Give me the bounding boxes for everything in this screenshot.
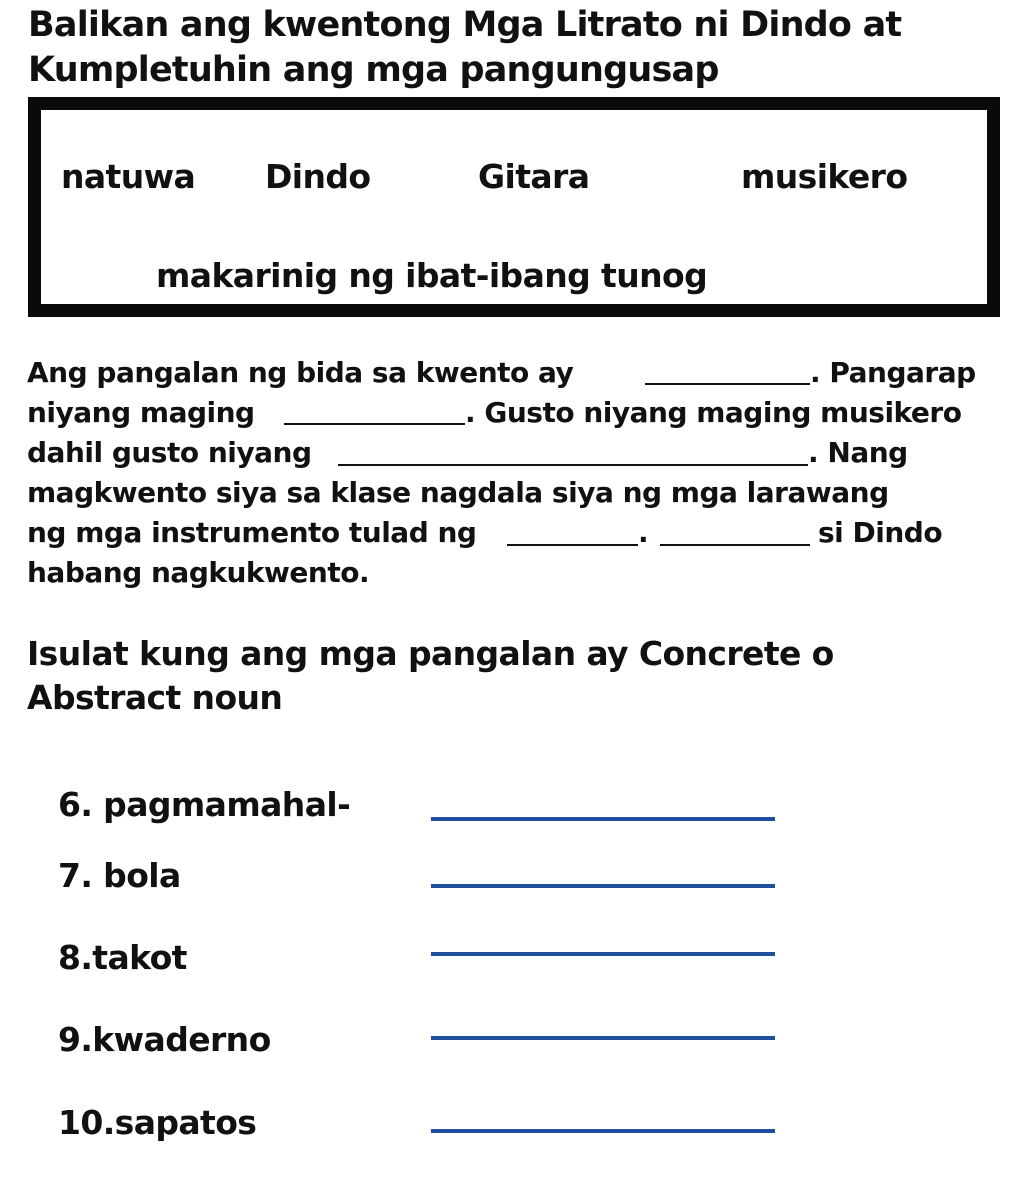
- paragraph-text: . Pangarap: [810, 356, 976, 389]
- word-bank-box: [28, 97, 1000, 317]
- paragraph-text: dahil gusto niyang: [27, 436, 312, 469]
- paragraph-text: .: [638, 516, 649, 549]
- paragraph-text: ng mga instrumento tulad ng: [27, 516, 477, 549]
- word-bank-item: makarinig ng ibat-ibang tunog: [156, 256, 708, 295]
- paragraph-text: habang nagkukwento.: [27, 556, 370, 589]
- fill-in-blank-5[interactable]: [660, 544, 810, 546]
- paragraph-text: . Nang: [808, 436, 908, 469]
- fill-in-blank-2[interactable]: [284, 423, 465, 425]
- paragraph-text: si Dindo: [818, 516, 943, 549]
- section-2-heading-line-1: Isulat kung ang mga pangalan ay Concrete o: [27, 634, 834, 673]
- paragraph-text: . Gusto niyang maging musikero: [465, 396, 962, 429]
- answer-line-10[interactable]: [431, 1129, 775, 1133]
- section-2-heading-line-2: Abstract noun: [27, 678, 283, 717]
- word-bank-item: Dindo: [265, 157, 371, 196]
- noun-item-label: 9.kwaderno: [58, 1020, 271, 1059]
- paragraph-text: niyang maging: [27, 396, 255, 429]
- paragraph-line-1: [27, 355, 573, 391]
- worksheet-title-line-1: Balikan ang kwentong Mga Litrato ni Dindo at: [28, 5, 902, 45]
- worksheet-title-line-2: Kumpletuhin ang mga pangungusap: [28, 50, 719, 90]
- noun-item-label: 6. pagmamahal-: [58, 785, 351, 824]
- noun-item-label: 10.sapatos: [58, 1103, 257, 1142]
- fill-in-blank-3[interactable]: [338, 464, 808, 466]
- answer-line-7[interactable]: [431, 884, 775, 888]
- fill-in-blank-4[interactable]: [507, 544, 638, 546]
- fill-in-blank-1[interactable]: [645, 383, 810, 385]
- paragraph-text: magkwento siya sa klase nagdala siya ng mga larawang: [27, 476, 889, 509]
- noun-item-label: 8.takot: [58, 938, 187, 977]
- answer-line-9[interactable]: [431, 1036, 775, 1040]
- answer-line-8[interactable]: [431, 952, 775, 956]
- noun-item-label: 7. bola: [58, 856, 181, 895]
- word-bank-item: Gitara: [478, 157, 590, 196]
- paragraph-text: Ang pangalan ng bida sa kwento ay: [27, 356, 574, 389]
- word-bank-item: natuwa: [61, 157, 196, 196]
- answer-line-6[interactable]: [431, 817, 775, 821]
- word-bank-item: musikero: [741, 157, 908, 196]
